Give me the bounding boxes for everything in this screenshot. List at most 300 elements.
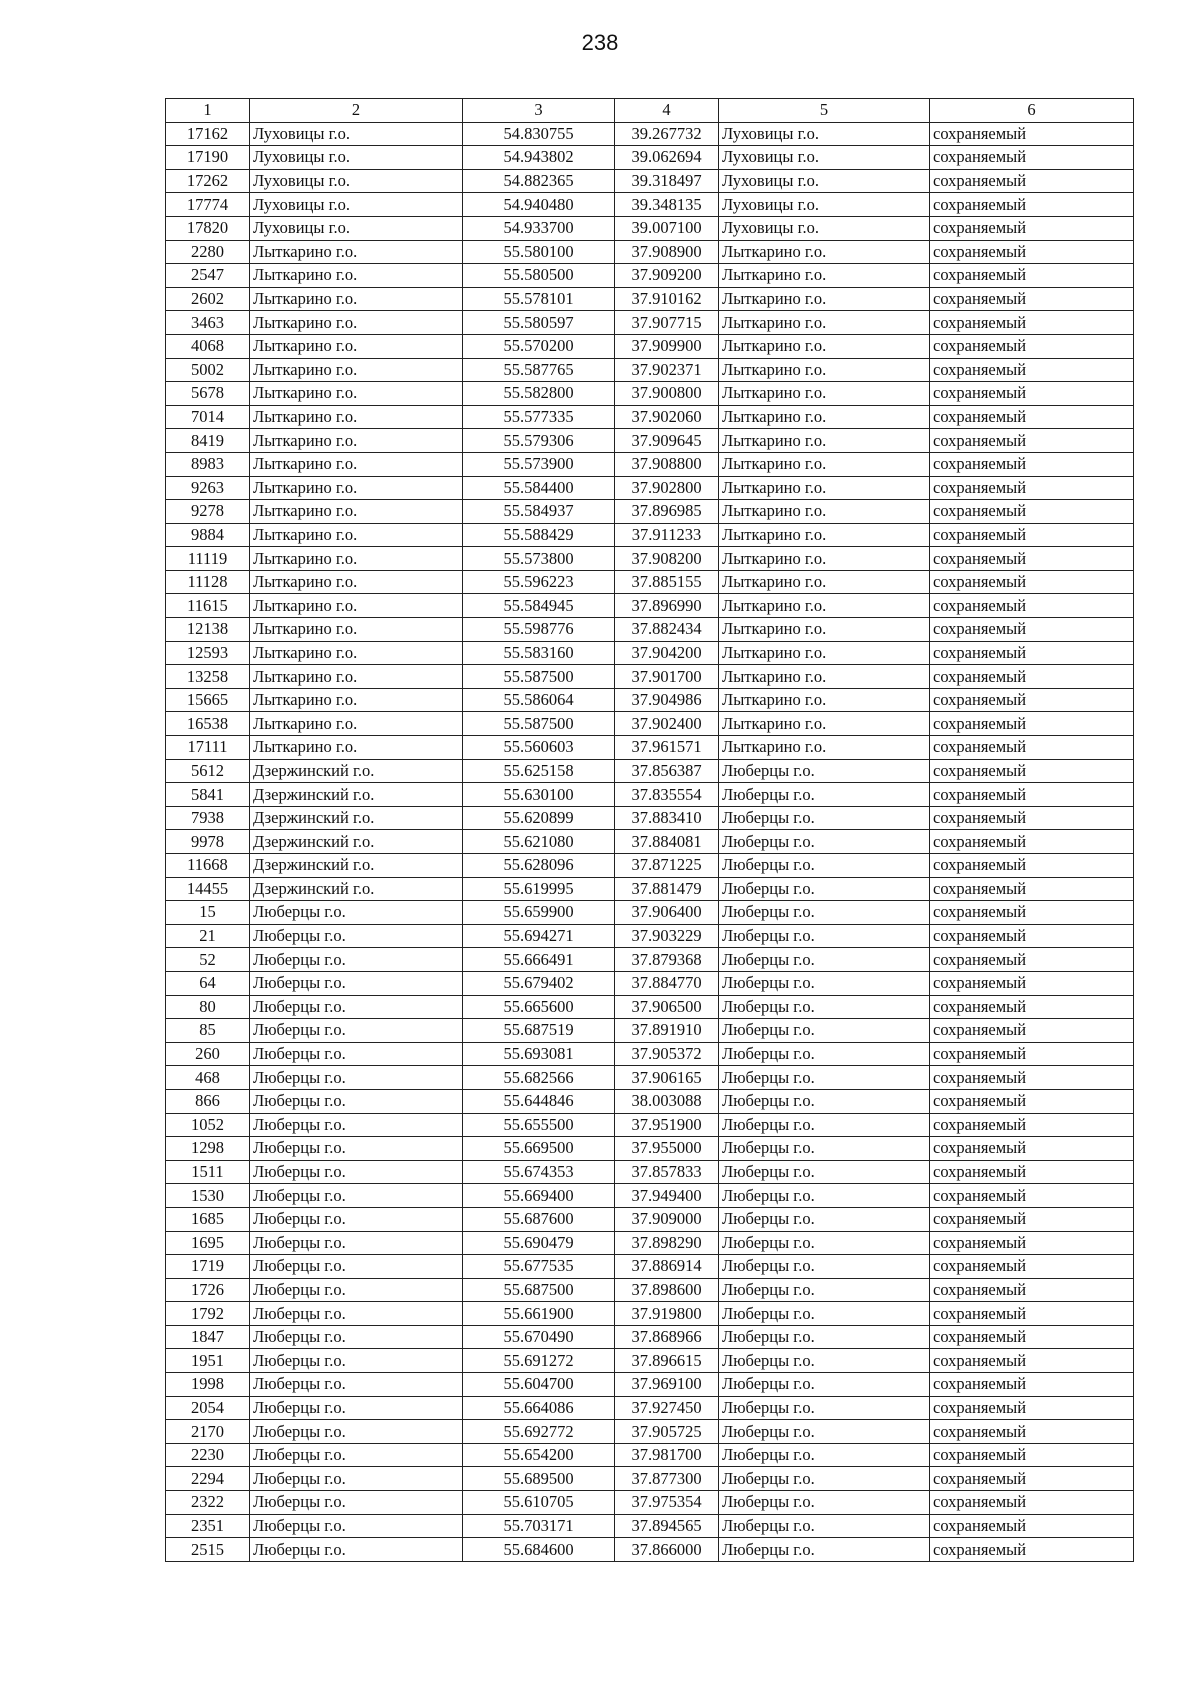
table-row (166, 1443, 1134, 1467)
location-cell: Люберцы г.о. (719, 1302, 930, 1326)
location-cell: Лыткарино г.о. (719, 736, 930, 760)
location-cell: Люберцы г.о. (719, 1137, 930, 1161)
location-cell: Лыткарино г.о. (719, 665, 930, 689)
longitude-cell: 37.909000 (615, 1207, 719, 1231)
latitude-cell: 54.940480 (463, 193, 615, 217)
status-cell: сохраняемый (930, 193, 1134, 217)
status-cell: сохраняемый (930, 877, 1134, 901)
status-cell: сохраняемый (930, 948, 1134, 972)
column-header: 4 (615, 99, 719, 123)
object-number-cell: 7014 (166, 405, 250, 429)
location-cell: Люберцы г.о. (719, 1467, 930, 1491)
location-cell: Лыткарино г.о. (719, 334, 930, 358)
municipality-cell: Лыткарино г.о. (250, 618, 463, 642)
longitude-cell: 39.062694 (615, 146, 719, 170)
latitude-cell: 55.587765 (463, 358, 615, 382)
object-number-cell: 2602 (166, 287, 250, 311)
longitude-cell: 37.901700 (615, 665, 719, 689)
longitude-cell: 37.911233 (615, 523, 719, 547)
status-cell: сохраняемый (930, 1019, 1134, 1043)
status-cell: сохраняемый (930, 1491, 1134, 1515)
status-cell: сохраняемый (930, 240, 1134, 264)
table-row (166, 358, 1134, 382)
object-number-cell: 17190 (166, 146, 250, 170)
municipality-cell: Лыткарино г.о. (250, 736, 463, 760)
latitude-cell: 55.644846 (463, 1089, 615, 1113)
longitude-cell: 37.905725 (615, 1420, 719, 1444)
location-cell: Люберцы г.о. (719, 1019, 930, 1043)
object-number-cell: 2294 (166, 1467, 250, 1491)
latitude-cell: 54.933700 (463, 216, 615, 240)
longitude-cell: 37.891910 (615, 1019, 719, 1043)
status-cell: сохраняемый (930, 1514, 1134, 1538)
table-row (166, 665, 1134, 689)
object-number-cell: 2280 (166, 240, 250, 264)
longitude-cell: 37.877300 (615, 1467, 719, 1491)
location-cell: Лыткарино г.о. (719, 570, 930, 594)
object-number-cell: 1951 (166, 1349, 250, 1373)
municipality-cell: Лыткарино г.о. (250, 547, 463, 571)
latitude-cell: 55.694271 (463, 924, 615, 948)
table-row (166, 216, 1134, 240)
location-cell: Люберцы г.о. (719, 877, 930, 901)
location-cell: Луховицы г.о. (719, 216, 930, 240)
longitude-cell: 37.904200 (615, 641, 719, 665)
latitude-cell: 55.588429 (463, 523, 615, 547)
location-cell: Лыткарино г.о. (719, 405, 930, 429)
latitude-cell: 55.669500 (463, 1137, 615, 1161)
location-cell: Люберцы г.о. (719, 1373, 930, 1397)
latitude-cell: 55.604700 (463, 1373, 615, 1397)
latitude-cell: 54.830755 (463, 122, 615, 146)
municipality-cell: Люберцы г.о. (250, 1420, 463, 1444)
latitude-cell: 55.625158 (463, 759, 615, 783)
location-cell: Люберцы г.о. (719, 1396, 930, 1420)
object-number-cell: 1511 (166, 1160, 250, 1184)
status-cell: сохраняемый (930, 1373, 1134, 1397)
location-cell: Люберцы г.о. (719, 854, 930, 878)
table-row (166, 995, 1134, 1019)
object-number-cell: 9263 (166, 476, 250, 500)
object-number-cell: 64 (166, 971, 250, 995)
object-number-cell: 2170 (166, 1420, 250, 1444)
status-cell: сохраняемый (930, 1538, 1134, 1562)
status-cell: сохраняемый (930, 1325, 1134, 1349)
object-number-cell: 80 (166, 995, 250, 1019)
location-cell: Лыткарино г.о. (719, 523, 930, 547)
municipality-cell: Лыткарино г.о. (250, 641, 463, 665)
municipality-cell: Лыткарино г.о. (250, 287, 463, 311)
municipality-cell: Люберцы г.о. (250, 1349, 463, 1373)
municipality-cell: Лыткарино г.о. (250, 452, 463, 476)
status-cell: сохраняемый (930, 500, 1134, 524)
location-cell: Лыткарино г.о. (719, 712, 930, 736)
municipality-cell: Лыткарино г.о. (250, 570, 463, 594)
longitude-cell: 37.949400 (615, 1184, 719, 1208)
location-cell: Люберцы г.о. (719, 1042, 930, 1066)
municipality-cell: Лыткарино г.о. (250, 405, 463, 429)
latitude-cell: 55.580100 (463, 240, 615, 264)
municipality-cell: Лыткарино г.о. (250, 500, 463, 524)
object-number-cell: 15665 (166, 688, 250, 712)
table-row (166, 1066, 1134, 1090)
municipality-cell: Люберцы г.о. (250, 1325, 463, 1349)
object-number-cell: 7938 (166, 806, 250, 830)
status-cell: сохраняемый (930, 1255, 1134, 1279)
longitude-cell: 37.896615 (615, 1349, 719, 1373)
object-number-cell: 17111 (166, 736, 250, 760)
municipality-cell: Люберцы г.о. (250, 1514, 463, 1538)
status-cell: сохраняемый (930, 594, 1134, 618)
table-row (166, 736, 1134, 760)
status-cell: сохраняемый (930, 712, 1134, 736)
longitude-cell: 37.961571 (615, 736, 719, 760)
location-cell: Люберцы г.о. (719, 1278, 930, 1302)
object-number-cell: 2054 (166, 1396, 250, 1420)
page-number: 238 (581, 30, 619, 55)
status-cell: сохраняемый (930, 358, 1134, 382)
latitude-cell: 55.687519 (463, 1019, 615, 1043)
object-number-cell: 4068 (166, 334, 250, 358)
location-cell: Люберцы г.о. (719, 1491, 930, 1515)
latitude-cell: 55.661900 (463, 1302, 615, 1326)
column-header: 1 (166, 99, 250, 123)
table-row (166, 500, 1134, 524)
object-number-cell: 9978 (166, 830, 250, 854)
municipality-cell: Лыткарино г.о. (250, 358, 463, 382)
location-cell: Лыткарино г.о. (719, 429, 930, 453)
table-row (166, 146, 1134, 170)
latitude-cell: 55.619995 (463, 877, 615, 901)
object-number-cell: 2230 (166, 1443, 250, 1467)
location-cell: Лыткарино г.о. (719, 500, 930, 524)
table-row (166, 1019, 1134, 1043)
location-cell: Лыткарино г.о. (719, 641, 930, 665)
object-number-cell: 2547 (166, 264, 250, 288)
registry-table (165, 98, 1134, 1562)
status-cell: сохраняемый (930, 1042, 1134, 1066)
table-row (166, 1255, 1134, 1279)
table-row (166, 1042, 1134, 1066)
status-cell: сохраняемый (930, 665, 1134, 689)
table-row (166, 641, 1134, 665)
longitude-cell: 37.906165 (615, 1066, 719, 1090)
status-cell: сохраняемый (930, 570, 1134, 594)
table-row (166, 264, 1134, 288)
status-cell: сохраняемый (930, 264, 1134, 288)
table-row (166, 1420, 1134, 1444)
column-header: 3 (463, 99, 615, 123)
municipality-cell: Луховицы г.о. (250, 146, 463, 170)
table-row (166, 1207, 1134, 1231)
longitude-cell: 37.866000 (615, 1538, 719, 1562)
municipality-cell: Люберцы г.о. (250, 948, 463, 972)
municipality-cell: Лыткарино г.о. (250, 688, 463, 712)
location-cell: Люберцы г.о. (719, 901, 930, 925)
longitude-cell: 37.871225 (615, 854, 719, 878)
location-cell: Лыткарино г.о. (719, 452, 930, 476)
latitude-cell: 55.582800 (463, 382, 615, 406)
table-row (166, 476, 1134, 500)
status-cell: сохраняемый (930, 830, 1134, 854)
municipality-cell: Люберцы г.о. (250, 1207, 463, 1231)
latitude-cell: 55.598776 (463, 618, 615, 642)
status-cell: сохраняемый (930, 476, 1134, 500)
longitude-cell: 37.885155 (615, 570, 719, 594)
status-cell: сохраняемый (930, 924, 1134, 948)
latitude-cell: 55.586064 (463, 688, 615, 712)
status-cell: сохраняемый (930, 995, 1134, 1019)
longitude-cell: 37.951900 (615, 1113, 719, 1137)
table-row (166, 1373, 1134, 1397)
status-cell: сохраняемый (930, 169, 1134, 193)
latitude-cell: 55.654200 (463, 1443, 615, 1467)
object-number-cell: 2322 (166, 1491, 250, 1515)
object-number-cell: 1530 (166, 1184, 250, 1208)
status-cell: сохраняемый (930, 452, 1134, 476)
latitude-cell: 55.665600 (463, 995, 615, 1019)
status-cell: сохраняемый (930, 429, 1134, 453)
longitude-cell: 37.904986 (615, 688, 719, 712)
municipality-cell: Луховицы г.о. (250, 193, 463, 217)
table-row (166, 169, 1134, 193)
table-row (166, 382, 1134, 406)
table-row (166, 1396, 1134, 1420)
status-cell: сохраняемый (930, 736, 1134, 760)
object-number-cell: 1695 (166, 1231, 250, 1255)
latitude-cell: 55.664086 (463, 1396, 615, 1420)
latitude-cell: 55.666491 (463, 948, 615, 972)
location-cell: Люберцы г.о. (719, 1066, 930, 1090)
object-number-cell: 52 (166, 948, 250, 972)
longitude-cell: 37.886914 (615, 1255, 719, 1279)
table-row (166, 1278, 1134, 1302)
municipality-cell: Люберцы г.о. (250, 1302, 463, 1326)
location-cell: Лыткарино г.о. (719, 311, 930, 335)
longitude-cell: 37.907715 (615, 311, 719, 335)
longitude-cell: 37.896990 (615, 594, 719, 618)
table-row (166, 523, 1134, 547)
object-number-cell: 14455 (166, 877, 250, 901)
status-cell: сохраняемый (930, 122, 1134, 146)
longitude-cell: 37.981700 (615, 1443, 719, 1467)
table-row (166, 240, 1134, 264)
table-row (166, 287, 1134, 311)
municipality-cell: Люберцы г.о. (250, 1089, 463, 1113)
latitude-cell: 55.684600 (463, 1538, 615, 1562)
status-cell: сохраняемый (930, 1396, 1134, 1420)
longitude-cell: 37.898290 (615, 1231, 719, 1255)
municipality-cell: Луховицы г.о. (250, 122, 463, 146)
municipality-cell: Люберцы г.о. (250, 901, 463, 925)
object-number-cell: 1052 (166, 1113, 250, 1137)
location-cell: Люберцы г.о. (719, 1443, 930, 1467)
municipality-cell: Лыткарино г.о. (250, 382, 463, 406)
latitude-cell: 55.687600 (463, 1207, 615, 1231)
object-number-cell: 11128 (166, 570, 250, 594)
longitude-cell: 37.906500 (615, 995, 719, 1019)
object-number-cell: 16538 (166, 712, 250, 736)
table-row (166, 877, 1134, 901)
location-cell: Лыткарино г.о. (719, 287, 930, 311)
status-cell: сохраняемый (930, 1420, 1134, 1444)
object-number-cell: 21 (166, 924, 250, 948)
location-cell: Люберцы г.о. (719, 948, 930, 972)
status-cell: сохраняемый (930, 1089, 1134, 1113)
latitude-cell: 55.610705 (463, 1491, 615, 1515)
latitude-cell: 55.580500 (463, 264, 615, 288)
location-cell: Лыткарино г.о. (719, 547, 930, 571)
location-cell: Люберцы г.о. (719, 1349, 930, 1373)
status-cell: сохраняемый (930, 1184, 1134, 1208)
latitude-cell: 55.679402 (463, 971, 615, 995)
table-row (166, 830, 1134, 854)
latitude-cell: 55.580597 (463, 311, 615, 335)
latitude-cell: 55.584945 (463, 594, 615, 618)
latitude-cell: 55.577335 (463, 405, 615, 429)
table-row (166, 1538, 1134, 1562)
location-cell: Люберцы г.о. (719, 783, 930, 807)
status-cell: сохраняемый (930, 1349, 1134, 1373)
object-number-cell: 12593 (166, 641, 250, 665)
municipality-cell: Луховицы г.о. (250, 216, 463, 240)
object-number-cell: 11668 (166, 854, 250, 878)
latitude-cell: 55.630100 (463, 783, 615, 807)
table-row (166, 688, 1134, 712)
table-row (166, 547, 1134, 571)
latitude-cell: 55.703171 (463, 1514, 615, 1538)
longitude-cell: 37.909645 (615, 429, 719, 453)
latitude-cell: 55.669400 (463, 1184, 615, 1208)
object-number-cell: 1792 (166, 1302, 250, 1326)
object-number-cell: 1998 (166, 1373, 250, 1397)
municipality-cell: Лыткарино г.о. (250, 429, 463, 453)
table-body (166, 122, 1134, 1561)
table-row (166, 570, 1134, 594)
latitude-cell: 55.584937 (463, 500, 615, 524)
status-cell: сохраняемый (930, 146, 1134, 170)
object-number-cell: 1298 (166, 1137, 250, 1161)
object-number-cell: 17774 (166, 193, 250, 217)
municipality-cell: Дзержинский г.о. (250, 830, 463, 854)
table-row (166, 618, 1134, 642)
location-cell: Люберцы г.о. (719, 759, 930, 783)
municipality-cell: Люберцы г.о. (250, 1467, 463, 1491)
object-number-cell: 17162 (166, 122, 250, 146)
table-row (166, 1137, 1134, 1161)
object-number-cell: 3463 (166, 311, 250, 335)
latitude-cell: 55.677535 (463, 1255, 615, 1279)
object-number-cell: 9278 (166, 500, 250, 524)
object-number-cell: 17820 (166, 216, 250, 240)
longitude-cell: 37.857833 (615, 1160, 719, 1184)
table-row (166, 971, 1134, 995)
object-number-cell: 8983 (166, 452, 250, 476)
latitude-cell: 55.570200 (463, 334, 615, 358)
location-cell: Лыткарино г.о. (719, 264, 930, 288)
longitude-cell: 37.908800 (615, 452, 719, 476)
location-cell: Люберцы г.о. (719, 971, 930, 995)
municipality-cell: Люберцы г.о. (250, 1491, 463, 1515)
object-number-cell: 13258 (166, 665, 250, 689)
object-number-cell: 260 (166, 1042, 250, 1066)
longitude-cell: 37.919800 (615, 1302, 719, 1326)
longitude-cell: 37.898600 (615, 1278, 719, 1302)
table-row (166, 948, 1134, 972)
municipality-cell: Дзержинский г.о. (250, 783, 463, 807)
object-number-cell: 1847 (166, 1325, 250, 1349)
status-cell: сохраняемый (930, 1278, 1134, 1302)
location-cell: Люберцы г.о. (719, 1113, 930, 1137)
status-cell: сохраняемый (930, 1302, 1134, 1326)
longitude-cell: 37.909200 (615, 264, 719, 288)
table-row (166, 1089, 1134, 1113)
status-cell: сохраняемый (930, 641, 1134, 665)
municipality-cell: Люберцы г.о. (250, 1396, 463, 1420)
longitude-cell: 37.908900 (615, 240, 719, 264)
status-cell: сохраняемый (930, 854, 1134, 878)
municipality-cell: Люберцы г.о. (250, 1255, 463, 1279)
longitude-cell: 37.879368 (615, 948, 719, 972)
table-row (166, 429, 1134, 453)
status-cell: сохраняемый (930, 688, 1134, 712)
municipality-cell: Лыткарино г.о. (250, 594, 463, 618)
latitude-cell: 55.587500 (463, 665, 615, 689)
location-cell: Луховицы г.о. (719, 146, 930, 170)
municipality-cell: Люберцы г.о. (250, 1538, 463, 1562)
object-number-cell: 5678 (166, 382, 250, 406)
table-row (166, 1184, 1134, 1208)
municipality-cell: Дзержинский г.о. (250, 877, 463, 901)
municipality-cell: Люберцы г.о. (250, 1019, 463, 1043)
latitude-cell: 55.578101 (463, 287, 615, 311)
object-number-cell: 85 (166, 1019, 250, 1043)
status-cell: сохраняемый (930, 547, 1134, 571)
latitude-cell: 55.682566 (463, 1066, 615, 1090)
location-cell: Люберцы г.о. (719, 1325, 930, 1349)
status-cell: сохраняемый (930, 783, 1134, 807)
object-number-cell: 12138 (166, 618, 250, 642)
municipality-cell: Дзержинский г.о. (250, 759, 463, 783)
longitude-cell: 37.868966 (615, 1325, 719, 1349)
longitude-cell: 39.348135 (615, 193, 719, 217)
object-number-cell: 5612 (166, 759, 250, 783)
latitude-cell: 55.587500 (463, 712, 615, 736)
location-cell: Лыткарино г.о. (719, 688, 930, 712)
latitude-cell: 55.584400 (463, 476, 615, 500)
table-row (166, 1113, 1134, 1137)
location-cell: Лыткарино г.о. (719, 618, 930, 642)
location-cell: Люберцы г.о. (719, 1255, 930, 1279)
municipality-cell: Дзержинский г.о. (250, 854, 463, 878)
municipality-cell: Люберцы г.о. (250, 1278, 463, 1302)
table-row (166, 1491, 1134, 1515)
location-cell: Луховицы г.о. (719, 122, 930, 146)
table-row (166, 1349, 1134, 1373)
latitude-cell: 55.621080 (463, 830, 615, 854)
location-cell: Луховицы г.о. (719, 193, 930, 217)
location-cell: Люберцы г.о. (719, 1089, 930, 1113)
table-row (166, 712, 1134, 736)
longitude-cell: 37.856387 (615, 759, 719, 783)
table-row (166, 1302, 1134, 1326)
status-cell: сохраняемый (930, 311, 1134, 335)
longitude-cell: 37.884770 (615, 971, 719, 995)
longitude-cell: 37.884081 (615, 830, 719, 854)
status-cell: сохраняемый (930, 1113, 1134, 1137)
municipality-cell: Люберцы г.о. (250, 1373, 463, 1397)
latitude-cell: 55.579306 (463, 429, 615, 453)
